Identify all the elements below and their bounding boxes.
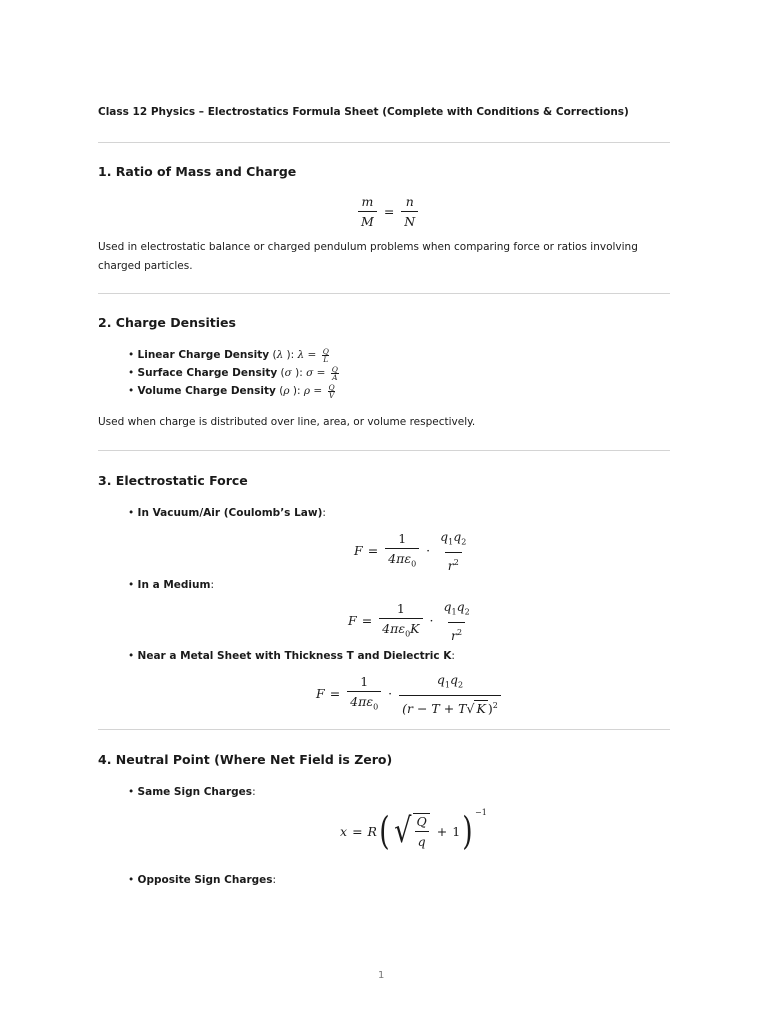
medium-force-equation: F = $\frac{1}{4\pi\varepsilon_0K}$ · $\frac{q_1q_2}{r^2}$	[348, 599, 470, 643]
case-label: Near a Metal Sheet with Thickness T and Dielectric K	[137, 650, 452, 662]
sqrt-argument: K	[476, 700, 486, 716]
density-symbol: λ	[276, 349, 284, 361]
eq-numerator: 1	[396, 600, 405, 616]
section-heading: 3. Electrostatic Force	[98, 473, 248, 488]
distance-symbol: R	[367, 823, 377, 839]
list-item: • Surface Charge Density (σ ): σ = $\frac{Q}{A}$	[128, 364, 338, 382]
document-title: Class 12 Physics – Electrostatics Formula Sheet (Complete with Conditions & Corrections)	[98, 106, 629, 118]
dot-operator: ·	[388, 686, 393, 702]
eq-numerator: Q	[416, 814, 427, 829]
bullet-glyph: •	[128, 579, 135, 591]
list-item: • Volume Charge Density (ρ ): ρ = $\frac{Q}{V}$	[128, 382, 335, 400]
colon: :	[296, 385, 301, 397]
plus-operator: +	[436, 823, 448, 839]
list-item	[128, 504, 326, 522]
density-label: Volume Charge Density	[137, 385, 276, 397]
density-symbol: σ	[306, 367, 314, 379]
bullet-glyph: •	[128, 507, 135, 519]
bullet-glyph: •	[128, 650, 135, 662]
charge-symbol: q	[453, 529, 462, 544]
dot-operator: ·	[429, 613, 434, 629]
case-label: Same Sign Charges	[137, 786, 253, 798]
subscript: 0	[411, 559, 417, 569]
density-label: Linear Charge Density	[137, 349, 270, 361]
close-paren: )	[487, 700, 493, 716]
section-heading: 1. Ratio of Mass and Charge	[98, 164, 297, 179]
density-symbol: ρ	[303, 385, 311, 397]
list-item	[128, 783, 256, 801]
case-label: Opposite Sign Charges	[137, 874, 273, 886]
case-label: In Vacuum/Air (Coulomb’s Law)	[137, 507, 323, 519]
divider	[98, 729, 670, 730]
superscript: 2	[453, 557, 459, 567]
eq-operator: =	[383, 204, 395, 219]
force-symbol: F	[348, 613, 357, 629]
density-symbol: λ	[297, 349, 305, 361]
eq-numerator: n	[405, 194, 414, 209]
case-label: In a Medium	[137, 579, 211, 591]
colon: :	[451, 650, 455, 662]
eq-numerator: m	[361, 194, 374, 209]
superscript: −1	[474, 808, 487, 817]
mass-charge-ratio-equation	[356, 194, 420, 229]
charge-symbol: q	[456, 599, 465, 614]
section-note: Used when charge is distributed over line, area, or volume respectively.	[98, 416, 476, 428]
eq-numerator: 1	[360, 673, 369, 689]
section-heading: 4. Neutral Point (Where Net Field is Zero)	[98, 752, 393, 767]
coulomb-law-equation: F = $\frac{1}{4\pi\varepsilon_0}$ · $\frac{q_1q_2}{r^2}$	[354, 529, 467, 573]
density-symbol: ρ	[283, 385, 290, 397]
section-heading: 2. Charge Densities	[98, 315, 236, 330]
dielectric-symbol: K	[410, 620, 420, 636]
bullet-glyph: •	[128, 786, 135, 798]
list-item	[128, 576, 214, 594]
bullet-glyph: •	[128, 385, 135, 397]
charge-symbol: q	[436, 672, 445, 687]
dot-operator: ·	[426, 543, 431, 559]
eq-denominator: N	[401, 211, 418, 229]
eq-denominator: M	[358, 211, 377, 229]
density-num: Q	[331, 364, 338, 374]
divider	[98, 142, 670, 143]
bullet-glyph: •	[128, 874, 135, 886]
superscript: 2	[492, 700, 498, 710]
bullet-glyph: •	[128, 367, 135, 379]
subscript: 2	[461, 537, 467, 547]
eq-denominator: 4πε	[382, 620, 406, 636]
density-num: Q	[322, 346, 329, 356]
density-symbol: σ	[284, 367, 292, 379]
density-label: Surface Charge Density	[137, 367, 278, 379]
subscript: 2	[464, 607, 470, 617]
eq-denominator: q	[415, 831, 429, 849]
sheet-denominator: (r − T + T	[402, 700, 467, 716]
eq-denominator: 4πε	[350, 693, 374, 709]
one: 1	[452, 823, 461, 839]
subscript: 0	[405, 629, 411, 639]
list-item	[128, 871, 276, 889]
page-number: 1	[378, 970, 385, 981]
distance-symbol: r	[447, 557, 454, 573]
divider	[98, 293, 670, 294]
subscript: 1	[451, 607, 457, 617]
eq-operator: =	[352, 823, 363, 839]
subscript: 2	[457, 680, 464, 690]
subscript: 0	[373, 702, 379, 712]
colon: :	[210, 579, 214, 591]
charge-symbol: q	[440, 529, 449, 544]
charge-symbol: q	[443, 599, 452, 614]
list-item	[128, 647, 455, 665]
colon: :	[299, 367, 303, 379]
bullet-glyph: •	[128, 349, 135, 361]
density-num: Q	[328, 382, 335, 392]
superscript: 2	[457, 627, 463, 637]
colon: :	[290, 349, 295, 361]
eq-denominator: 4πε	[388, 550, 412, 566]
distance-symbol: r	[451, 627, 458, 643]
density-den: V	[328, 390, 335, 400]
colon: :	[272, 874, 277, 886]
charge-symbol: q	[449, 672, 458, 687]
eq-numerator: 1	[398, 530, 407, 546]
subscript: 1	[444, 680, 450, 690]
neutral-point-equation: x = R ( √ $\frac{Q}{q}$ + 1 ) $^{-1}$	[340, 808, 487, 853]
colon: :	[252, 786, 256, 798]
section-note: Used in electrostatic balance or charged pendulum problems when comparing force or ratios involving charged particles.	[98, 241, 638, 272]
divider	[98, 450, 670, 451]
metal-sheet-force-equation: F = $\frac{1}{4\pi\varepsilon_0}$ · $\frac{q_1q_2}{(r - T + T√ K )^2}$	[316, 672, 503, 716]
subscript: 1	[448, 537, 454, 547]
density-den: A	[332, 372, 338, 382]
density-den: L	[323, 354, 329, 364]
colon: :	[322, 507, 326, 519]
position-symbol: x	[340, 823, 348, 839]
force-symbol: F	[316, 686, 325, 702]
list-item: • Linear Charge Density (λ ): λ = $\frac{Q}{L}$	[128, 346, 329, 364]
force-symbol: F	[354, 543, 363, 559]
